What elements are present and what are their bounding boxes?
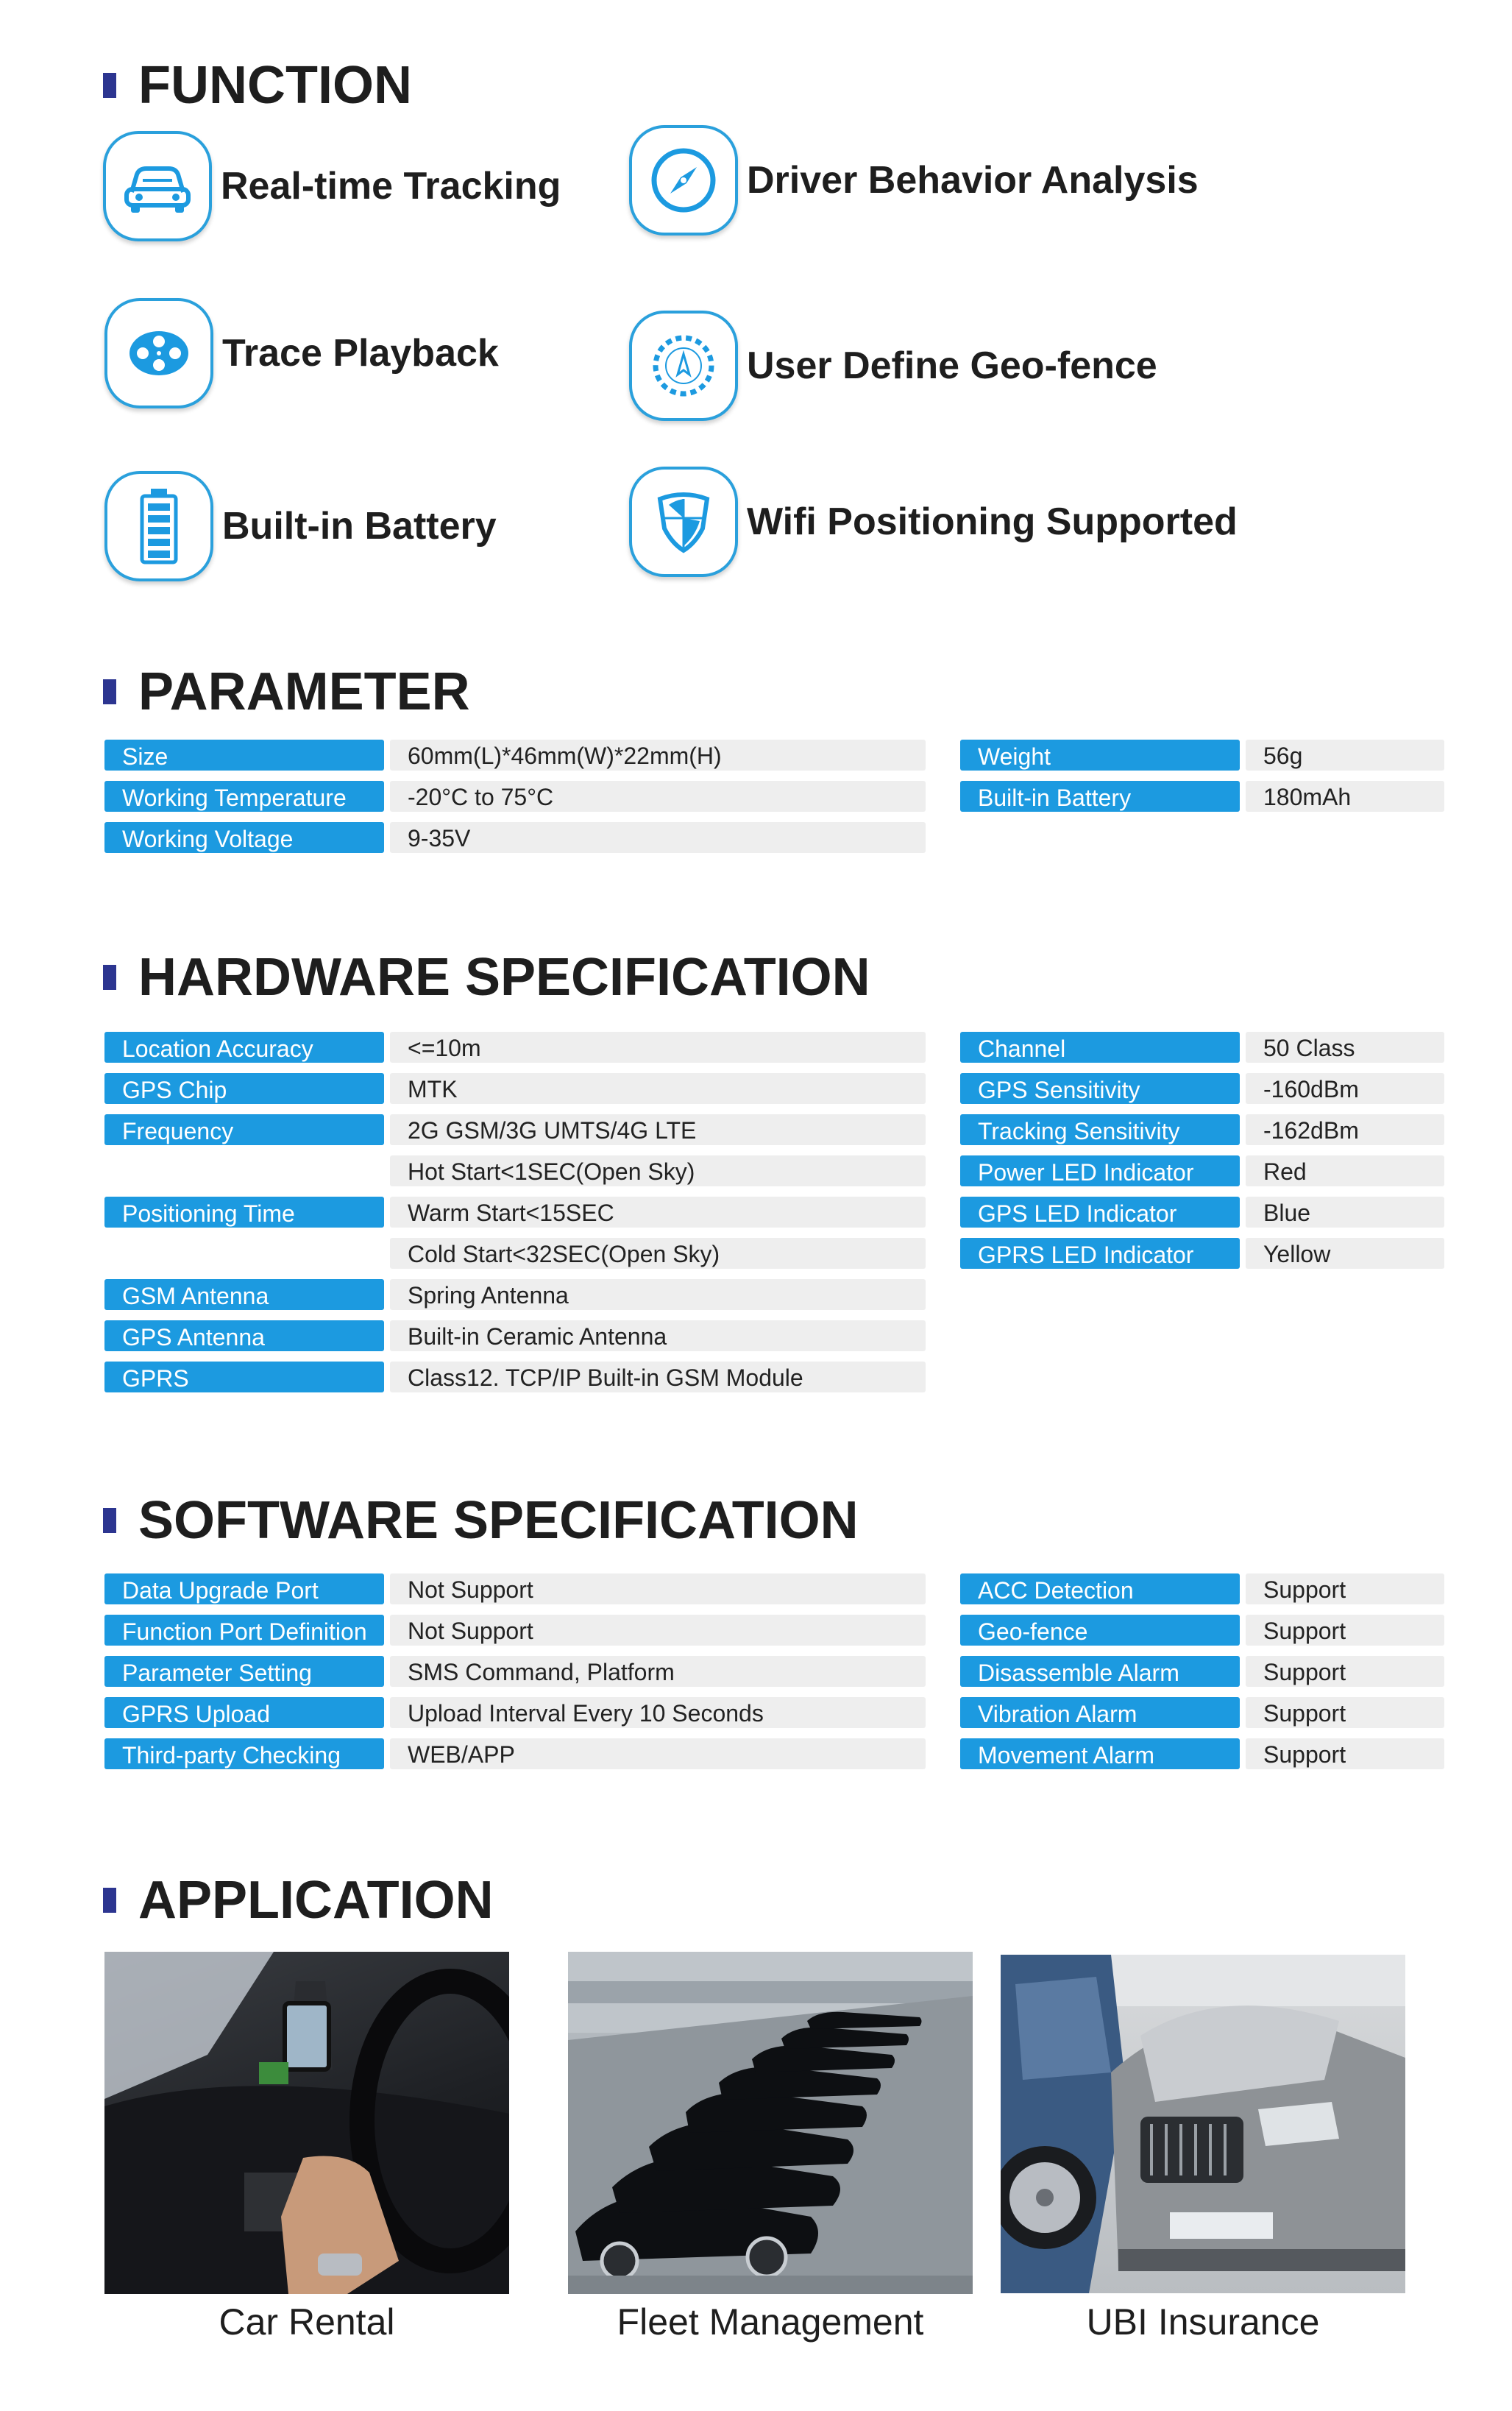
software-heading — [103, 1491, 859, 1550]
spec-label: GPRS — [104, 1362, 384, 1392]
feature-label: User Define Geo-fence — [747, 344, 1157, 387]
function-title: FUNCTION — [138, 56, 412, 115]
feature-label: Trace Playback — [222, 332, 499, 375]
feature-built-in-battery — [104, 471, 497, 581]
film-reel-icon — [104, 298, 213, 408]
feature-label: Built-in Battery — [222, 505, 497, 548]
spec-value: -160dBm — [1246, 1073, 1444, 1104]
spec-label: GPS LED Indicator — [960, 1197, 1240, 1228]
spec-value: 2G GSM/3G UMTS/4G LTE — [390, 1114, 926, 1145]
spec-label: ACC Detection — [960, 1573, 1240, 1604]
spec-value: WEB/APP — [390, 1738, 926, 1769]
parameter-heading — [103, 662, 470, 721]
spec-label: Data Upgrade Port — [104, 1573, 384, 1604]
spec-label: Disassemble Alarm — [960, 1656, 1240, 1687]
feature-real-time-tracking — [103, 131, 561, 241]
heading-marker — [103, 73, 116, 98]
spec-label: GPS Antenna — [104, 1320, 384, 1351]
spec-value: Built-in Ceramic Antenna — [390, 1320, 926, 1351]
shield-icon — [629, 467, 738, 577]
spec-label: Channel — [960, 1032, 1240, 1063]
spec-label: Vibration Alarm — [960, 1697, 1240, 1728]
software-title: SOFTWARE SPECIFICATION — [138, 1491, 859, 1550]
spec-value: Support — [1246, 1656, 1444, 1687]
spec-value: Class12. TCP/IP Built-in GSM Module — [390, 1362, 926, 1392]
heading-marker — [103, 1888, 116, 1913]
spec-value: 180mAh — [1246, 781, 1444, 812]
compass-icon — [629, 125, 738, 236]
feature-geo-fence — [629, 311, 1157, 421]
feature-trace-playback — [104, 298, 499, 408]
hardware-title: HARDWARE SPECIFICATION — [138, 948, 870, 1007]
battery-icon — [104, 471, 213, 581]
feature-driver-behavior — [629, 125, 1199, 236]
spec-value: Support — [1246, 1738, 1444, 1769]
spec-label: Positioning Time — [104, 1197, 384, 1228]
spec-label: Frequency — [104, 1114, 384, 1145]
fleet-management-caption: Fleet Management — [617, 2301, 924, 2343]
spec-value: 56g — [1246, 740, 1444, 771]
feature-label: Driver Behavior Analysis — [747, 159, 1199, 202]
spec-label: Function Port Definition — [104, 1615, 384, 1646]
ubi-insurance-caption: UBI Insurance — [1086, 2301, 1320, 2343]
spec-value: Hot Start<1SEC(Open Sky) — [390, 1155, 926, 1186]
spec-label: GPS Chip — [104, 1073, 384, 1104]
spec-label: Movement Alarm — [960, 1738, 1240, 1769]
spec-value: Warm Start<15SEC — [390, 1197, 926, 1228]
parameter-title: PARAMETER — [138, 662, 470, 721]
spec-value: Support — [1246, 1573, 1444, 1604]
spec-value: 9-35V — [390, 822, 926, 853]
spec-label: GPRS LED Indicator — [960, 1238, 1240, 1269]
spec-value: 50 Class — [1246, 1032, 1444, 1063]
function-heading — [103, 56, 412, 115]
spec-label: Tracking Sensitivity — [960, 1114, 1240, 1145]
ubi-insurance-photo — [1001, 1955, 1405, 2293]
spec-label: Geo-fence — [960, 1615, 1240, 1646]
spec-label: Parameter Setting — [104, 1656, 384, 1687]
fleet-management-photo — [568, 1952, 973, 2294]
heading-marker — [103, 965, 116, 990]
car-rental-caption: Car Rental — [219, 2301, 395, 2343]
spec-label: Location Accuracy — [104, 1032, 384, 1063]
spec-value: Red — [1246, 1155, 1444, 1186]
car-rental-photo — [104, 1952, 509, 2294]
spec-label: GPRS Upload — [104, 1697, 384, 1728]
spec-value: Support — [1246, 1697, 1444, 1728]
spec-value: 60mm(L)*46mm(W)*22mm(H) — [390, 740, 926, 771]
spec-value: -20°C to 75°C — [390, 781, 926, 812]
geofence-icon — [629, 311, 738, 421]
spec-label: GPS Sensitivity — [960, 1073, 1240, 1104]
spec-value: <=10m — [390, 1032, 926, 1063]
spec-label: Working Temperature — [104, 781, 384, 812]
car-icon — [103, 131, 212, 241]
spec-label: Working Voltage — [104, 822, 384, 853]
feature-label: Wifi Positioning Supported — [747, 500, 1238, 543]
spec-label: GSM Antenna — [104, 1279, 384, 1310]
spec-value: Cold Start<32SEC(Open Sky) — [390, 1238, 926, 1269]
application-title: APPLICATION — [138, 1871, 494, 1930]
spec-label: Size — [104, 740, 384, 771]
spec-value: MTK — [390, 1073, 926, 1104]
feature-wifi-positioning — [629, 467, 1238, 577]
hardware-heading — [103, 948, 870, 1007]
spec-label: Built-in Battery — [960, 781, 1240, 812]
spec-value: Not Support — [390, 1615, 926, 1646]
spec-value: -162dBm — [1246, 1114, 1444, 1145]
spec-value: Blue — [1246, 1197, 1444, 1228]
spec-label: Power LED Indicator — [960, 1155, 1240, 1186]
spec-value: Not Support — [390, 1573, 926, 1604]
spec-value: Support — [1246, 1615, 1444, 1646]
spec-label: Weight — [960, 740, 1240, 771]
spec-value: SMS Command, Platform — [390, 1656, 926, 1687]
heading-marker — [103, 1508, 116, 1533]
application-heading — [103, 1871, 494, 1930]
spec-value: Upload Interval Every 10 Seconds — [390, 1697, 926, 1728]
spec-value: Yellow — [1246, 1238, 1444, 1269]
feature-label: Real-time Tracking — [221, 165, 561, 208]
heading-marker — [103, 679, 116, 704]
spec-label: Third-party Checking — [104, 1738, 384, 1769]
spec-value: Spring Antenna — [390, 1279, 926, 1310]
